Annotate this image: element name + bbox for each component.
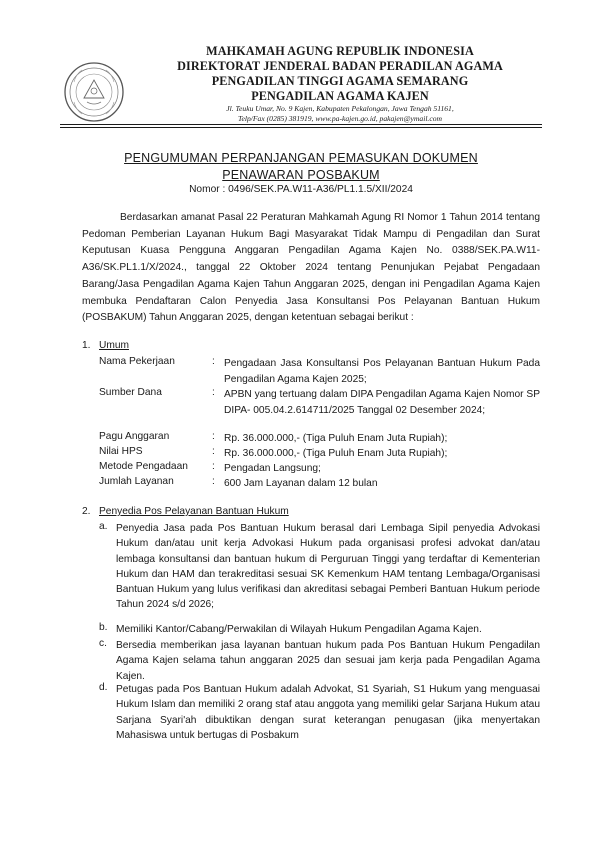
info-colon: : bbox=[212, 446, 215, 457]
info-label: Metode Pengadaan bbox=[99, 461, 188, 472]
info-label: Pagu Anggaran bbox=[99, 431, 170, 442]
info-label: Sumber Dana bbox=[99, 387, 162, 398]
info-label: Jumlah Layanan bbox=[99, 476, 174, 487]
info-label: Nilai HPS bbox=[99, 446, 143, 457]
section2-number: 2. bbox=[82, 506, 91, 517]
list-marker: d. bbox=[99, 682, 108, 693]
info-colon: : bbox=[212, 461, 215, 472]
list-marker: a. bbox=[99, 521, 108, 532]
info-value: APBN yang tertuang dalam DIPA Pengadilan Agama Kajen Nomor SP DIPA- 005.04.2.614711/2025 Tanggal 02 Desember 2024; bbox=[224, 389, 540, 416]
info-value: 600 Jam Layanan dalam 12 bulan bbox=[224, 478, 378, 489]
info-colon: : bbox=[212, 387, 215, 398]
letterhead-contact: Telp/Fax (0285) 381919, www.pa-kajen.go.id, pakajen@ymail.com bbox=[238, 114, 442, 123]
announcement-title bbox=[60, 150, 542, 184]
letterhead-address: Jl. Teuku Umar, No. 9 Kajen, Kabupaten Pekalongan, Jawa Tengah 51161, bbox=[226, 104, 454, 113]
court-seal-logo bbox=[62, 60, 126, 124]
letterhead-rule-thin bbox=[60, 127, 542, 128]
list-text: Bersedia memberikan jasa layanan bantuan hukum pada Pos Bantuan Hukum Pengadilan Agama Kajen selama tahun anggaran 2025 dan sesuai jam kerja pada Pengadilan Agama Kajen. bbox=[116, 640, 540, 682]
letterhead bbox=[140, 44, 540, 124]
title-line2: PENAWARAN POSBAKUM bbox=[222, 168, 380, 182]
reference-number: Nomor : 0496/SEK.PA.W11-A36/PL1.1.5/XII/2024 bbox=[189, 184, 413, 195]
letterhead-line2: DIREKTORAT JENDERAL BADAN PERADILAN AGAMA bbox=[177, 59, 503, 73]
info-value: Pengadan Langsung; bbox=[224, 463, 321, 474]
title-line1: PENGUMUMAN PERPANJANGAN PEMASUKAN DOKUMEN bbox=[124, 151, 478, 165]
letterhead-line3: PENGADILAN TINGGI AGAMA SEMARANG bbox=[211, 74, 469, 88]
info-value: Rp. 36.000.000,- (Tiga Puluh Enam Juta Rupiah); bbox=[224, 433, 448, 444]
info-colon: : bbox=[212, 356, 215, 367]
list-text: Petugas pada Pos Bantuan Hukum adalah Advokat, S1 Syariah, S1 Hukum yang menguasai Hukum Islam dan memiliki 2 orang staf atau anggota yang memiliki gelar Sarjana Hukum atau Sarjana Syari'ah dibuktikan dengan surat keterangan penugasan (jika menyertakan Mahasiswa untuk bertugas di Posbakum bbox=[116, 684, 540, 741]
info-value: Pengadaan Jasa Konsultansi Pos Pelayanan Bantuan Hukum Pada Pengadilan Agama Kajen 2025; bbox=[224, 358, 540, 385]
section1-number: 1. bbox=[82, 340, 91, 351]
info-value: Rp. 36.000.000,- (Tiga Puluh Enam Juta Rupiah); bbox=[224, 448, 448, 459]
letterhead-line1: MAHKAMAH AGUNG REPUBLIK INDONESIA bbox=[206, 44, 474, 58]
info-colon: : bbox=[212, 431, 215, 442]
letterhead-rule-thick bbox=[60, 124, 542, 125]
list-text: Memiliki Kantor/Cabang/Perwakilan di Wilayah Hukum Pengadilan Agama Kajen. bbox=[116, 624, 482, 635]
section2-heading: Penyedia Pos Pelayanan Bantuan Hukum bbox=[99, 506, 289, 517]
info-colon: : bbox=[212, 476, 215, 487]
intro-paragraph: Berdasarkan amanat Pasal 22 Peraturan Mahkamah Agung RI Nomor 1 Tahun 2014 tentang Pedoman Pemberian Layanan Hukum Bagi Masyarakat Tidak Mampu di Pengadilan dan Surat Keputusan Kuasa Pengguna Anggaran Pengadilan Agama Kajen No. 0388/SEK.PA.W11-A36/SK.PL1.1/X/2024., tanggal 22 Oktober 2024 tentang Penunjukan Pejabat Pengadaan Barang/Jasa Pengadilan Agama Kajen Tahun Anggaran 2025, dengan ini Pengadilan Agama Kajen membuka Pendaftaran Calon Penyedia Jasa Konsultansi Pos Pelayanan Bantuan Hukum (POSBAKUM) Tahun Anggaran 2025, dengan ketentuan sebagai berikut : bbox=[82, 212, 540, 324]
list-marker: c. bbox=[99, 638, 107, 649]
list-text: Penyedia Jasa pada Pos Bantuan Hukum berasal dari Lembaga Sipil penyedia Advokasi Hukum dan/atau unit kerja Advokasi Hukum pada organisasi profesi advokat dan/atau lembaga konsultansi dan bantuan hukum di Perguruan Tinggi yang terdaftar di Kementerian Hukum dan HAM dan terakreditasi sesuai SK Kemenkum HAM tentang Lembaga/Organisasi Bantuan Hukum yang lulus verifikasi dan akreditasi sebagai Pemberi Bantuan Hukum periode Tahun 2024 s/d 2026; bbox=[116, 523, 540, 611]
section1-heading: Umum bbox=[99, 340, 129, 351]
info-label: Nama Pekerjaan bbox=[99, 356, 175, 367]
letterhead-line4: PENGADILAN AGAMA KAJEN bbox=[251, 89, 429, 103]
list-marker: b. bbox=[99, 622, 108, 633]
